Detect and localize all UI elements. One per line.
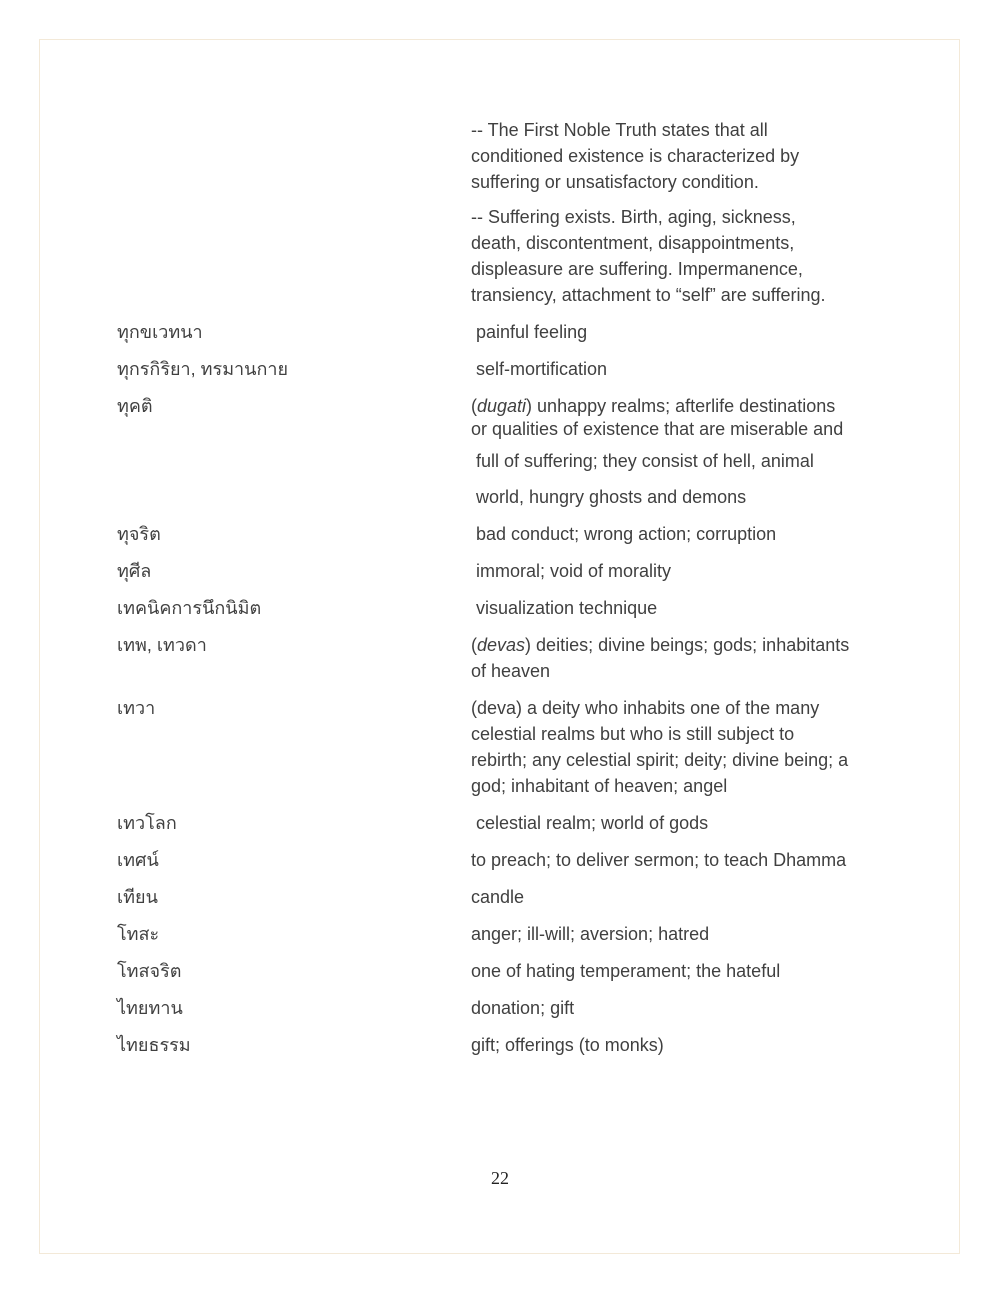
glossary-definition: gift; offerings (to monks) — [471, 1035, 664, 1055]
glossary-definition: celestial realms but who is still subject to — [471, 724, 795, 744]
definition-line: suffering or unsatisfactory condition. — [471, 172, 759, 192]
glossary-term: ทุศีล — [117, 561, 152, 581]
glossary-term: ทุคติ — [117, 396, 153, 416]
glossary-term: ไทยทาน — [117, 998, 183, 1018]
glossary-definition: (dugati) unhappy realms; afterlife destinations — [471, 396, 836, 416]
glossary-definition: celestial realm; world of gods — [476, 813, 709, 833]
glossary-definition: (deva) a deity who inhabits one of the many — [471, 698, 820, 718]
definition-line: -- The First Noble Truth states that all — [471, 120, 768, 140]
glossary-term: ทุกขเวทนา — [117, 322, 203, 342]
glossary-definition: of heaven — [471, 661, 551, 681]
definition-line: conditioned existence is characterized by — [471, 146, 800, 166]
glossary-definition: anger; ill-will; aversion; hatred — [471, 924, 710, 944]
page-number: 22 — [491, 1168, 509, 1188]
glossary-term: โทสจริต — [117, 961, 182, 981]
glossary-definition: painful feeling — [476, 322, 588, 342]
glossary-definition: bad conduct; wrong action; corruption — [476, 524, 777, 544]
glossary-definition: one of hating temperament; the hateful — [471, 961, 781, 981]
glossary-definition: to preach; to deliver sermon; to teach Dhamma — [471, 850, 847, 870]
glossary-term: เทพ, เทวดา — [117, 635, 207, 655]
glossary-term: เทคนิคการนึกนิมิต — [117, 598, 262, 618]
definition-line: -- Suffering exists. Birth, aging, sickness, — [471, 207, 796, 227]
definition-line: death, discontentment, disappointments, — [471, 233, 795, 253]
glossary-definition: rebirth; any celestial spirit; deity; divine being; a — [471, 750, 849, 770]
glossary-term: ทุจริต — [117, 524, 161, 544]
glossary-definition: or qualities of existence that are miserable and — [471, 419, 844, 439]
definition-line: displeasure are suffering. Impermanence, — [471, 259, 803, 279]
definition-line: transiency, attachment to “self” are suffering. — [471, 285, 826, 305]
glossary-definition: world, hungry ghosts and demons — [476, 487, 747, 507]
glossary-definition: (devas) deities; divine beings; gods; inhabitants — [471, 635, 850, 655]
glossary-term: โทสะ — [117, 924, 160, 944]
glossary-definition: candle — [471, 887, 525, 907]
glossary-term: เทียน — [117, 887, 158, 907]
glossary-term: เทศน์ — [117, 850, 159, 870]
glossary-definition: immoral; void of morality — [476, 561, 672, 581]
glossary-definition: self-mortification — [476, 359, 608, 379]
glossary-definition: visualization technique — [476, 598, 658, 618]
glossary-term: ทุกรกิริยา, ทรมานกาย — [117, 359, 289, 379]
glossary-definition: donation; gift — [471, 998, 575, 1018]
pali-term: dugati — [477, 396, 527, 416]
glossary-term: เทวา — [117, 698, 156, 718]
glossary-definition: god; inhabitant of heaven; angel — [471, 776, 728, 796]
pali-term: devas — [477, 635, 526, 655]
glossary-term: เทวโลก — [117, 813, 177, 833]
glossary-term: ไทยธรรม — [117, 1035, 191, 1055]
glossary-definition: full of suffering; they consist of hell, animal — [476, 451, 814, 471]
